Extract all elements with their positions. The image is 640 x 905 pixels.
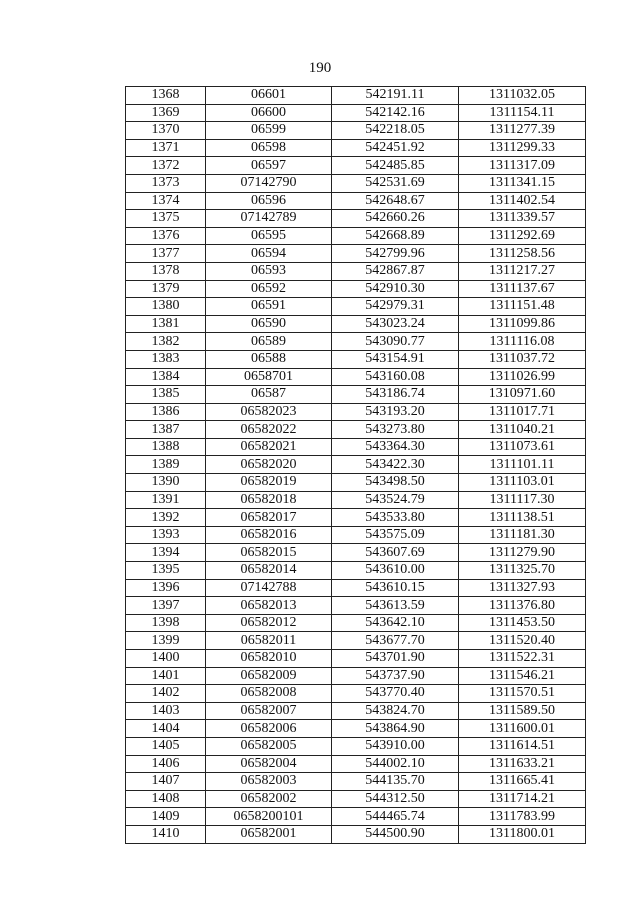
- row-number-cell: 1403: [126, 702, 206, 720]
- x-coordinate-cell: 543737.90: [332, 667, 459, 685]
- point-id-cell: 06582016: [206, 526, 332, 544]
- x-coordinate-cell: 543642.10: [332, 614, 459, 632]
- x-coordinate-cell: 543824.70: [332, 702, 459, 720]
- table-row: [126, 245, 586, 263]
- y-coordinate-cell: 1311341.15: [459, 174, 586, 192]
- table-row: [126, 262, 586, 280]
- row-number-cell: 1369: [126, 104, 206, 122]
- point-id-cell: 06582010: [206, 650, 332, 668]
- point-id-cell: 06592: [206, 280, 332, 298]
- x-coordinate-cell: 542451.92: [332, 139, 459, 157]
- point-id-cell: 06598: [206, 139, 332, 157]
- y-coordinate-cell: 1311714.21: [459, 790, 586, 808]
- row-number-cell: 1402: [126, 685, 206, 703]
- row-number-cell: 1390: [126, 474, 206, 492]
- point-id-cell: 06582015: [206, 544, 332, 562]
- x-coordinate-cell: 543524.79: [332, 491, 459, 509]
- point-id-cell: 06582014: [206, 562, 332, 580]
- row-number-cell: 1373: [126, 174, 206, 192]
- table-row: [126, 333, 586, 351]
- point-id-cell: 06594: [206, 245, 332, 263]
- x-coordinate-cell: 543613.59: [332, 597, 459, 615]
- table-row: [126, 773, 586, 791]
- x-coordinate-cell: 543610.00: [332, 562, 459, 580]
- x-coordinate-cell: 542485.85: [332, 157, 459, 175]
- row-number-cell: 1371: [126, 139, 206, 157]
- y-coordinate-cell: 1311317.09: [459, 157, 586, 175]
- point-id-cell: 06589: [206, 333, 332, 351]
- table-row: [126, 210, 586, 228]
- point-id-cell: 06582020: [206, 456, 332, 474]
- row-number-cell: 1385: [126, 386, 206, 404]
- point-id-cell: 06582017: [206, 509, 332, 527]
- table-row: [126, 104, 586, 122]
- y-coordinate-cell: 1311800.01: [459, 825, 586, 843]
- point-id-cell: 06600: [206, 104, 332, 122]
- table-row: [126, 280, 586, 298]
- point-id-cell: 06582019: [206, 474, 332, 492]
- point-id-cell: 06595: [206, 227, 332, 245]
- row-number-cell: 1383: [126, 350, 206, 368]
- table-row: [126, 174, 586, 192]
- table-row: [126, 526, 586, 544]
- x-coordinate-cell: 542867.87: [332, 262, 459, 280]
- x-coordinate-cell: 544135.70: [332, 773, 459, 791]
- y-coordinate-cell: 1311032.05: [459, 87, 586, 105]
- table-row: [126, 491, 586, 509]
- x-coordinate-cell: 542531.69: [332, 174, 459, 192]
- table-row: [126, 438, 586, 456]
- table-body: [126, 87, 586, 844]
- table-row: [126, 544, 586, 562]
- table-row: [126, 421, 586, 439]
- x-coordinate-cell: 543023.24: [332, 315, 459, 333]
- table-row: [126, 614, 586, 632]
- x-coordinate-cell: 544465.74: [332, 808, 459, 826]
- row-number-cell: 1372: [126, 157, 206, 175]
- y-coordinate-cell: 1311633.21: [459, 755, 586, 773]
- row-number-cell: 1396: [126, 579, 206, 597]
- y-coordinate-cell: 1311103.01: [459, 474, 586, 492]
- point-id-cell: 06582018: [206, 491, 332, 509]
- row-number-cell: 1389: [126, 456, 206, 474]
- table-row: [126, 192, 586, 210]
- y-coordinate-cell: 1311614.51: [459, 737, 586, 755]
- point-id-cell: 06599: [206, 122, 332, 140]
- point-id-cell: 06582021: [206, 438, 332, 456]
- y-coordinate-cell: 1311453.50: [459, 614, 586, 632]
- y-coordinate-cell: 1311522.31: [459, 650, 586, 668]
- y-coordinate-cell: 1311117.30: [459, 491, 586, 509]
- x-coordinate-cell: 543701.90: [332, 650, 459, 668]
- table-row: [126, 737, 586, 755]
- point-id-cell: 06587: [206, 386, 332, 404]
- row-number-cell: 1374: [126, 192, 206, 210]
- y-coordinate-cell: 1311116.08: [459, 333, 586, 351]
- x-coordinate-cell: 543186.74: [332, 386, 459, 404]
- y-coordinate-cell: 1311181.30: [459, 526, 586, 544]
- point-id-cell: 06596: [206, 192, 332, 210]
- table-row: [126, 632, 586, 650]
- table-row: [126, 685, 586, 703]
- y-coordinate-cell: 1311327.93: [459, 579, 586, 597]
- row-number-cell: 1384: [126, 368, 206, 386]
- x-coordinate-cell: 542660.26: [332, 210, 459, 228]
- y-coordinate-cell: 1311258.56: [459, 245, 586, 263]
- row-number-cell: 1375: [126, 210, 206, 228]
- y-coordinate-cell: 1311277.39: [459, 122, 586, 140]
- y-coordinate-cell: 1311570.51: [459, 685, 586, 703]
- x-coordinate-cell: 543193.20: [332, 403, 459, 421]
- x-coordinate-cell: 544500.90: [332, 825, 459, 843]
- table-row: [126, 562, 586, 580]
- x-coordinate-cell: 542648.67: [332, 192, 459, 210]
- x-coordinate-cell: 543607.69: [332, 544, 459, 562]
- row-number-cell: 1398: [126, 614, 206, 632]
- table-row: [126, 509, 586, 527]
- row-number-cell: 1401: [126, 667, 206, 685]
- y-coordinate-cell: 1311099.86: [459, 315, 586, 333]
- point-id-cell: 06582001: [206, 825, 332, 843]
- row-number-cell: 1391: [126, 491, 206, 509]
- table-row: [126, 350, 586, 368]
- table-row: [126, 157, 586, 175]
- point-id-cell: 0658701: [206, 368, 332, 386]
- row-number-cell: 1408: [126, 790, 206, 808]
- table-row: [126, 298, 586, 316]
- table-row: [126, 456, 586, 474]
- table-row: [126, 139, 586, 157]
- x-coordinate-cell: 543364.30: [332, 438, 459, 456]
- table-row: [126, 667, 586, 685]
- x-coordinate-cell: 542191.11: [332, 87, 459, 105]
- y-coordinate-cell: 1311073.61: [459, 438, 586, 456]
- row-number-cell: 1405: [126, 737, 206, 755]
- row-number-cell: 1386: [126, 403, 206, 421]
- point-id-cell: 06582013: [206, 597, 332, 615]
- x-coordinate-cell: 543610.15: [332, 579, 459, 597]
- x-coordinate-cell: 544312.50: [332, 790, 459, 808]
- y-coordinate-cell: 1311217.27: [459, 262, 586, 280]
- y-coordinate-cell: 1311037.72: [459, 350, 586, 368]
- table-row: [126, 702, 586, 720]
- x-coordinate-cell: 543090.77: [332, 333, 459, 351]
- row-number-cell: 1399: [126, 632, 206, 650]
- x-coordinate-cell: 542910.30: [332, 280, 459, 298]
- point-id-cell: 06582006: [206, 720, 332, 738]
- row-number-cell: 1387: [126, 421, 206, 439]
- table-row: [126, 227, 586, 245]
- point-id-cell: 06582012: [206, 614, 332, 632]
- table-row: [126, 403, 586, 421]
- table-row: [126, 579, 586, 597]
- table-row: [126, 808, 586, 826]
- point-id-cell: 06582005: [206, 737, 332, 755]
- table-row: [126, 720, 586, 738]
- table-row: [126, 386, 586, 404]
- row-number-cell: 1388: [126, 438, 206, 456]
- y-coordinate-cell: 1311589.50: [459, 702, 586, 720]
- x-coordinate-cell: 543575.09: [332, 526, 459, 544]
- x-coordinate-cell: 542799.96: [332, 245, 459, 263]
- y-coordinate-cell: 1311101.11: [459, 456, 586, 474]
- x-coordinate-cell: 542142.16: [332, 104, 459, 122]
- table-row: [126, 368, 586, 386]
- y-coordinate-cell: 1311292.69: [459, 227, 586, 245]
- y-coordinate-cell: 1311026.99: [459, 368, 586, 386]
- point-id-cell: 06582002: [206, 790, 332, 808]
- point-id-cell: 06582011: [206, 632, 332, 650]
- row-number-cell: 1370: [126, 122, 206, 140]
- y-coordinate-cell: 1311665.41: [459, 773, 586, 791]
- row-number-cell: 1395: [126, 562, 206, 580]
- y-coordinate-cell: 1310971.60: [459, 386, 586, 404]
- row-number-cell: 1368: [126, 87, 206, 105]
- table-row: [126, 650, 586, 668]
- row-number-cell: 1409: [126, 808, 206, 826]
- y-coordinate-cell: 1311600.01: [459, 720, 586, 738]
- row-number-cell: 1382: [126, 333, 206, 351]
- x-coordinate-cell: 543533.80: [332, 509, 459, 527]
- y-coordinate-cell: 1311339.57: [459, 210, 586, 228]
- row-number-cell: 1381: [126, 315, 206, 333]
- y-coordinate-cell: 1311376.80: [459, 597, 586, 615]
- table-row: [126, 315, 586, 333]
- point-id-cell: 06582004: [206, 755, 332, 773]
- y-coordinate-cell: 1311546.21: [459, 667, 586, 685]
- row-number-cell: 1404: [126, 720, 206, 738]
- table-row: [126, 597, 586, 615]
- table-row: [126, 825, 586, 843]
- point-id-cell: 07142790: [206, 174, 332, 192]
- x-coordinate-cell: 543498.50: [332, 474, 459, 492]
- point-id-cell: 06588: [206, 350, 332, 368]
- x-coordinate-cell: 543422.30: [332, 456, 459, 474]
- page-number: 190: [308, 60, 332, 76]
- point-id-cell: 06591: [206, 298, 332, 316]
- y-coordinate-cell: 1311325.70: [459, 562, 586, 580]
- x-coordinate-cell: 543770.40: [332, 685, 459, 703]
- row-number-cell: 1378: [126, 262, 206, 280]
- point-id-cell: 06582007: [206, 702, 332, 720]
- x-coordinate-cell: 542218.05: [332, 122, 459, 140]
- y-coordinate-cell: 1311402.54: [459, 192, 586, 210]
- x-coordinate-cell: 542979.31: [332, 298, 459, 316]
- y-coordinate-cell: 1311520.40: [459, 632, 586, 650]
- row-number-cell: 1410: [126, 825, 206, 843]
- x-coordinate-cell: 543154.91: [332, 350, 459, 368]
- y-coordinate-cell: 1311040.21: [459, 421, 586, 439]
- y-coordinate-cell: 1311138.51: [459, 509, 586, 527]
- row-number-cell: 1400: [126, 650, 206, 668]
- x-coordinate-cell: 543910.00: [332, 737, 459, 755]
- point-id-cell: 06582009: [206, 667, 332, 685]
- point-id-cell: 06593: [206, 262, 332, 280]
- row-number-cell: 1394: [126, 544, 206, 562]
- y-coordinate-cell: 1311299.33: [459, 139, 586, 157]
- row-number-cell: 1377: [126, 245, 206, 263]
- point-id-cell: 06582003: [206, 773, 332, 791]
- table-row: [126, 87, 586, 105]
- point-id-cell: 06597: [206, 157, 332, 175]
- x-coordinate-cell: 543677.70: [332, 632, 459, 650]
- x-coordinate-cell: 543160.08: [332, 368, 459, 386]
- point-id-cell: 0658200101: [206, 808, 332, 826]
- row-number-cell: 1376: [126, 227, 206, 245]
- point-id-cell: 07142788: [206, 579, 332, 597]
- point-id-cell: 06590: [206, 315, 332, 333]
- point-id-cell: 07142789: [206, 210, 332, 228]
- row-number-cell: 1392: [126, 509, 206, 527]
- row-number-cell: 1407: [126, 773, 206, 791]
- row-number-cell: 1397: [126, 597, 206, 615]
- x-coordinate-cell: 543273.80: [332, 421, 459, 439]
- row-number-cell: 1379: [126, 280, 206, 298]
- y-coordinate-cell: 1311783.99: [459, 808, 586, 826]
- y-coordinate-cell: 1311279.90: [459, 544, 586, 562]
- y-coordinate-cell: 1311017.71: [459, 403, 586, 421]
- y-coordinate-cell: 1311137.67: [459, 280, 586, 298]
- y-coordinate-cell: 1311151.48: [459, 298, 586, 316]
- row-number-cell: 1393: [126, 526, 206, 544]
- table-row: [126, 474, 586, 492]
- point-id-cell: 06582023: [206, 403, 332, 421]
- table-row: [126, 122, 586, 140]
- x-coordinate-cell: 542668.89: [332, 227, 459, 245]
- row-number-cell: 1406: [126, 755, 206, 773]
- table-row: [126, 755, 586, 773]
- x-coordinate-cell: 544002.10: [332, 755, 459, 773]
- row-number-cell: 1380: [126, 298, 206, 316]
- table-row: [126, 790, 586, 808]
- point-id-cell: 06601: [206, 87, 332, 105]
- x-coordinate-cell: 543864.90: [332, 720, 459, 738]
- point-id-cell: 06582022: [206, 421, 332, 439]
- y-coordinate-cell: 1311154.11: [459, 104, 586, 122]
- point-id-cell: 06582008: [206, 685, 332, 703]
- coordinates-table: [125, 86, 586, 844]
